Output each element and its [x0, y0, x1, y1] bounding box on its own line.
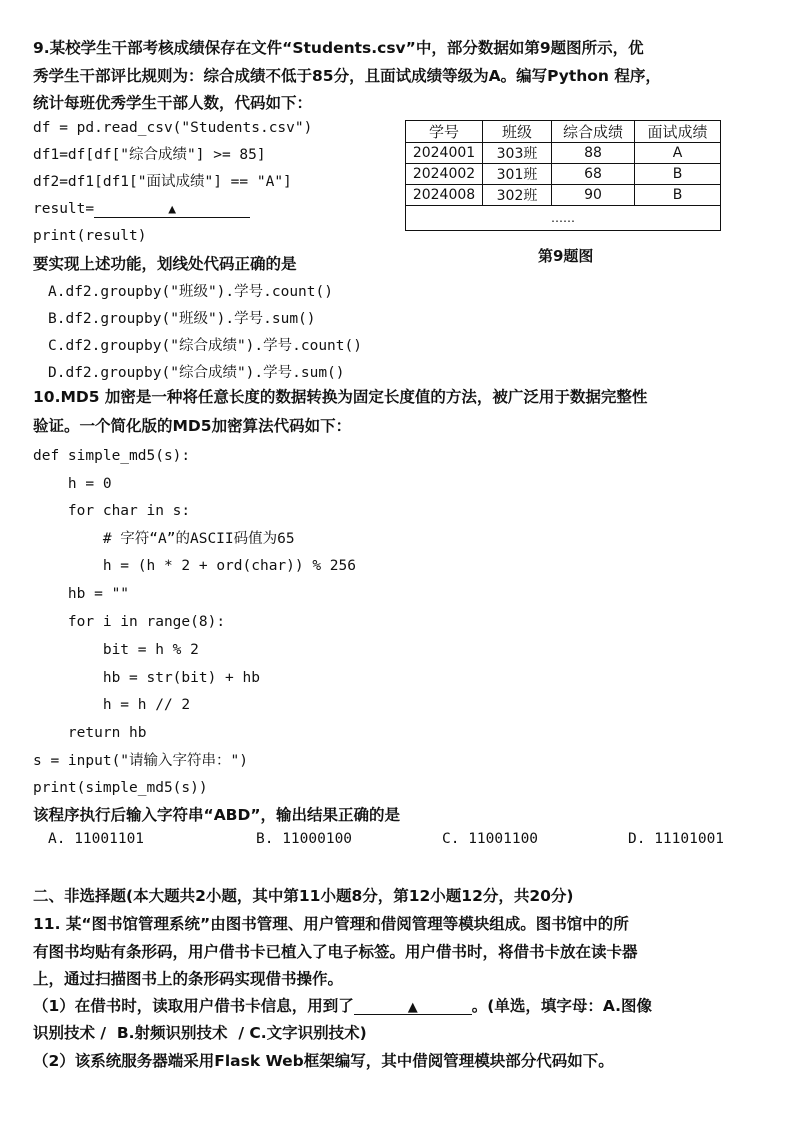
table-cell: 90 — [552, 185, 635, 206]
q9-intro-line-3: 统计每班优秀学生干部人数，代码如下： — [33, 94, 313, 112]
q10-option-c: C. 11001100 — [442, 831, 539, 847]
table-cell: 303班 — [483, 143, 552, 164]
table-row — [406, 143, 721, 164]
q9-intro-line-2: 秀学生干部评比规则为：综合成绩不低于85分，且面试成绩等级为A。编写Python 程序， — [33, 67, 661, 85]
table-header-cell: 学号 — [406, 121, 483, 143]
table-cell: 2024008 — [406, 185, 483, 206]
section-2-heading: 二、非选择题(本大题共2小题，其中第11小题8分，第12小题12分，共20分) — [33, 887, 574, 905]
table-cell: B — [635, 185, 721, 206]
q9-code-line-1: df = pd.read_csv("Students.csv") — [33, 120, 313, 136]
q9-data-table — [405, 120, 721, 231]
table-header-cell: 综合成绩 — [552, 121, 635, 143]
q9-intro-line-1: 9.某校学生干部考核成绩保存在文件“Students.csv”中，部分数据如第9题图所示，优 — [33, 39, 644, 57]
table-cell: 88 — [552, 143, 635, 164]
q9-result-prefix: result= — [33, 201, 95, 217]
triangle-marker-icon: ▲ — [407, 1000, 418, 1015]
q9-code-line-2: df1=df[df["综合成绩"] >= 85] — [33, 147, 266, 163]
q11-line-2: 有图书均贴有条形码，用户借书卡已植入了电子标签。用户借书时，将借书卡放在读卡器 — [33, 943, 638, 961]
q9-option-a: A.df2.groupby("班级").学号.count() — [48, 284, 333, 300]
q10-question: 该程序执行后输入字符串“ABD”，输出结果正确的是 — [33, 806, 401, 824]
q11-part-1 — [33, 996, 652, 1016]
q10-intro-line-2: 验证。一个简化版的MD5加密算法代码如下： — [33, 417, 352, 435]
table-header-cell: 班级 — [483, 121, 552, 143]
q9-code-line-3: df2=df1[df1["面试成绩"] == "A"] — [33, 174, 292, 190]
q9-option-b: B.df2.groupby("班级").学号.sum() — [48, 311, 316, 327]
q9-answer-blank — [94, 199, 250, 218]
table-row — [406, 185, 721, 206]
table-cell: 301班 — [483, 164, 552, 185]
table-cell: 302班 — [483, 185, 552, 206]
q11-part-1-prefix: （1）在借书时，读取用户借书卡信息，用到了 — [33, 997, 354, 1015]
q10-code-line: for i in range(8): — [33, 614, 226, 630]
q10-option-a: A. 11001101 — [48, 831, 145, 847]
q10-intro-line-1: 10.MD5 加密是一种将任意长度的数据转换为固定长度值的方法，被广泛用于数据完整性 — [33, 388, 648, 406]
q10-code-line: h = 0 — [33, 476, 112, 492]
q10-code-line: h = h // 2 — [33, 697, 191, 713]
q9-figure-caption: 第9题图 — [538, 247, 594, 265]
table-ellipsis-row — [406, 206, 721, 231]
q11-part-2: （2）该系统服务器端采用Flask Web框架编写，其中借阅管理模块部分代码如下。 — [33, 1052, 614, 1070]
q10-code-line: print(simple_md5(s)) — [33, 780, 208, 796]
q9-option-d: D.df2.groupby("综合成绩").学号.sum() — [48, 365, 345, 381]
q10-code-comment: # 字符“A”的ASCII码值为65 — [33, 531, 295, 547]
q11-line-1: 11. 某“图书馆管理系统”由图书管理、用户管理和借阅管理等模块组成。图书馆中的所 — [33, 915, 629, 933]
q11-line-3: 上，通过扫描图书上的条形码实现借书操作。 — [33, 970, 344, 988]
q10-code-line: def simple_md5(s): — [33, 448, 191, 464]
q9-code-line-5: print(result) — [33, 228, 147, 244]
table-cell: 2024002 — [406, 164, 483, 185]
table-cell: A — [635, 143, 721, 164]
table-cell: B — [635, 164, 721, 185]
q10-code-line: for char in s: — [33, 503, 191, 519]
q9-code-line-4 — [33, 199, 250, 219]
q10-option-d: D. 11101001 — [628, 831, 725, 847]
q10-code-line: return hb — [33, 725, 147, 741]
q10-options — [48, 831, 748, 847]
table-row — [406, 164, 721, 185]
table-ellipsis: …… — [406, 206, 721, 231]
q10-code-line: s = input("请输入字符串：") — [33, 753, 248, 769]
q11-part-1-line-2: 识别技术 / B.射频识别技术 / C.文字识别技术) — [33, 1024, 367, 1042]
q11-answer-blank — [354, 996, 472, 1015]
triangle-marker-icon: ▲ — [168, 202, 177, 217]
q9-question: 要实现上述功能，划线处代码正确的是 — [33, 255, 297, 273]
q10-option-b: B. 11000100 — [256, 831, 353, 847]
q10-code-line: hb = str(bit) + hb — [33, 670, 260, 686]
q11-part-1-suffix: 。(单选，填字母：A.图像 — [471, 997, 653, 1015]
q10-code-line: h = (h * 2 + ord(char)) % 256 — [33, 558, 357, 574]
table-header-cell: 面试成绩 — [635, 121, 721, 143]
q9-option-c: C.df2.groupby("综合成绩").学号.count() — [48, 338, 362, 354]
q10-code-line: hb = "" — [33, 586, 130, 602]
table-cell: 2024001 — [406, 143, 483, 164]
table-cell: 68 — [552, 164, 635, 185]
table-header-row — [406, 121, 721, 143]
q10-code-line: bit = h % 2 — [33, 642, 199, 658]
